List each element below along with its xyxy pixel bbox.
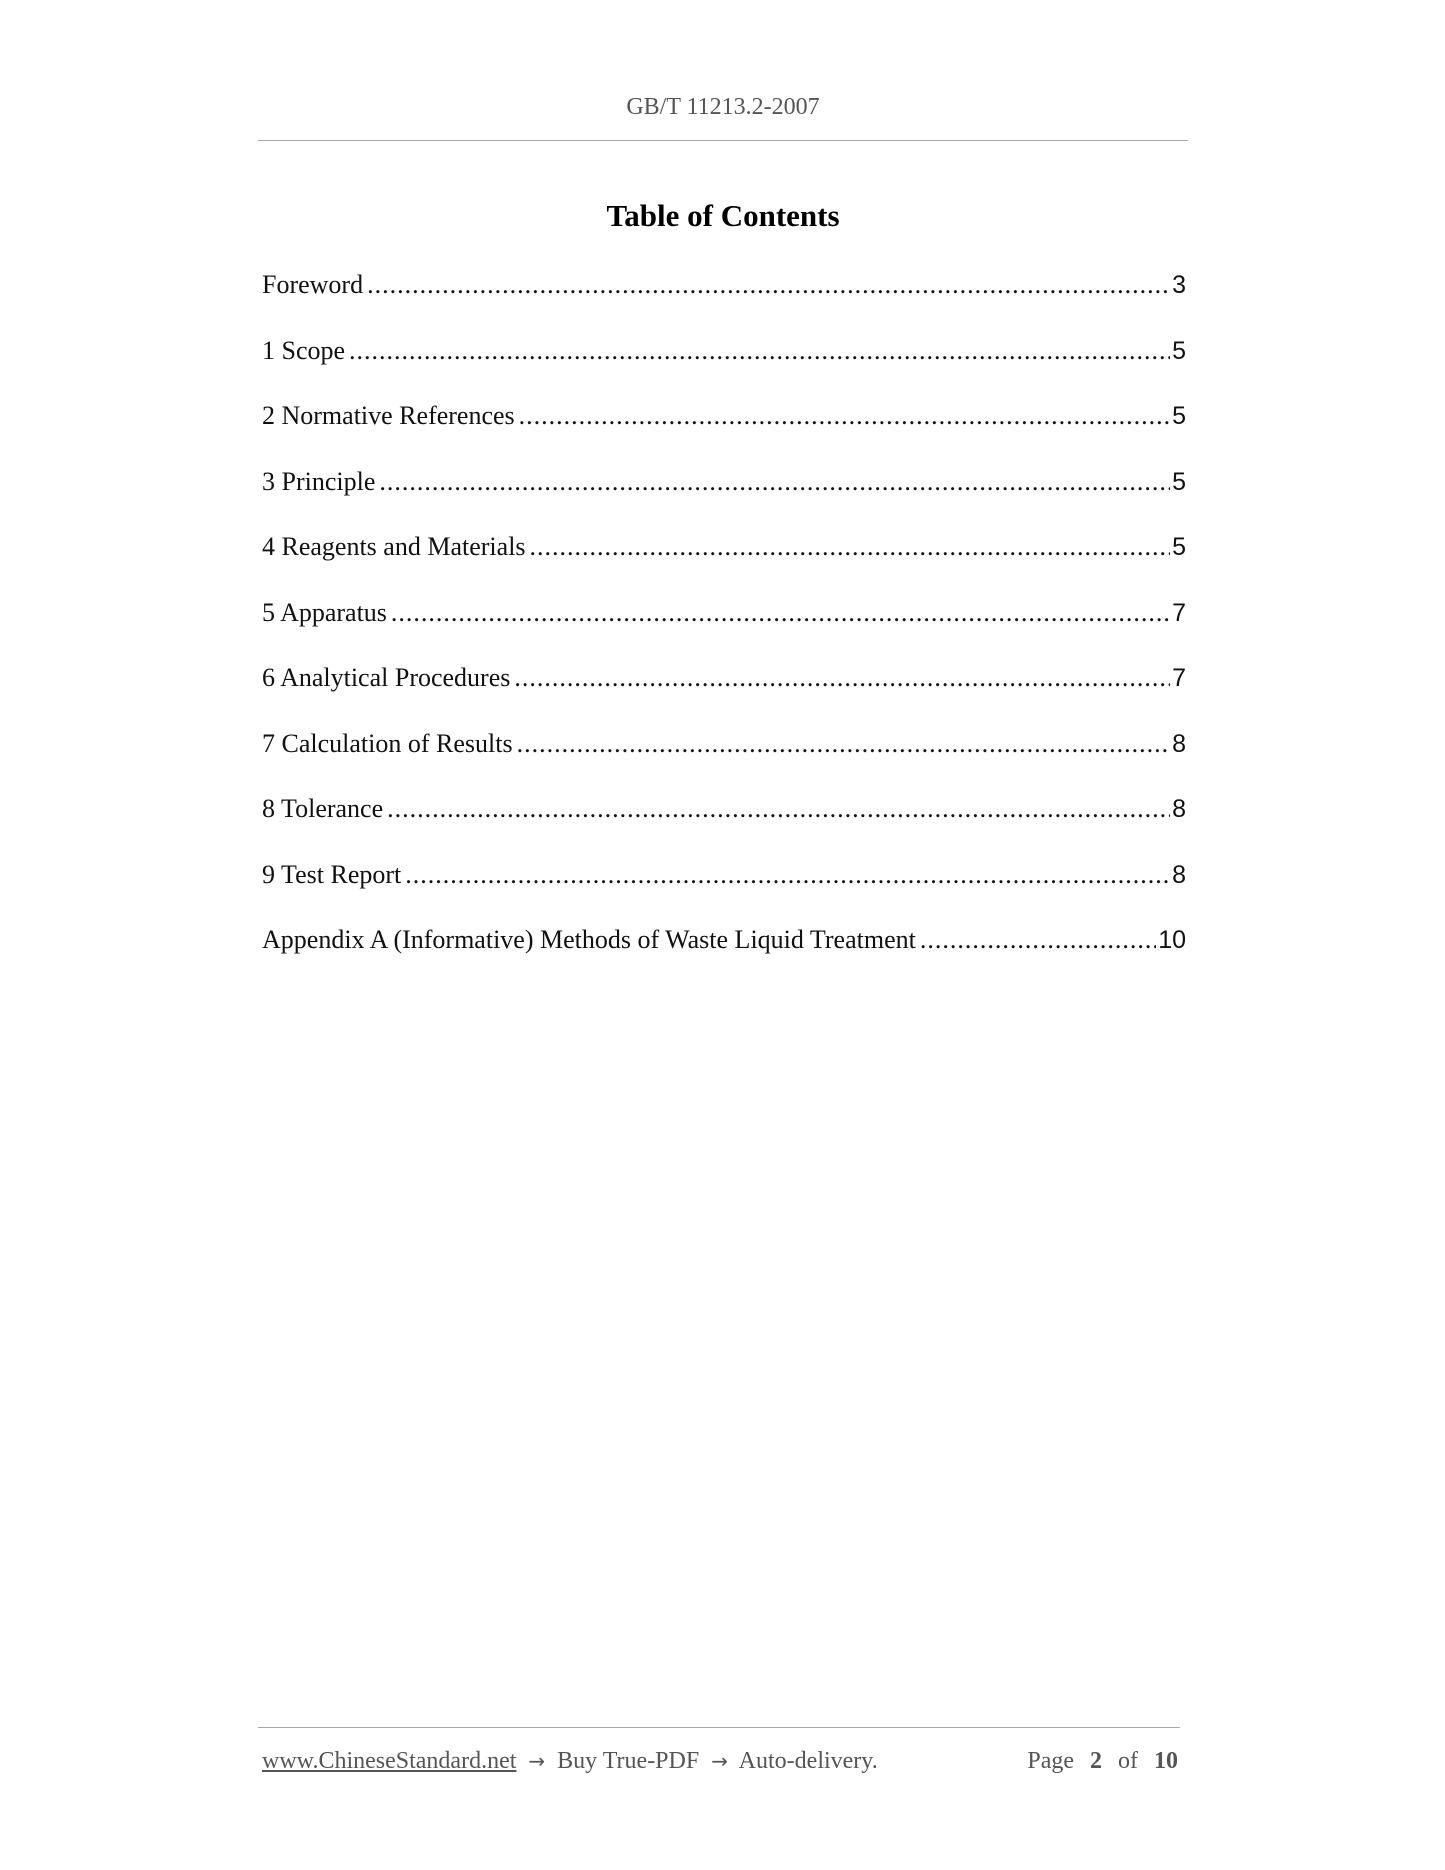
page-of-label: of bbox=[1118, 1748, 1138, 1774]
toc-entry-label: 3 Principle bbox=[262, 466, 376, 496]
toc-title: Table of Contents bbox=[606, 198, 840, 233]
table-of-contents bbox=[262, 270, 1186, 991]
toc-entry-page: 5 bbox=[1172, 336, 1186, 365]
dot-leader bbox=[367, 270, 1170, 300]
toc-entry-page: 8 bbox=[1172, 729, 1186, 758]
dot-leader bbox=[519, 401, 1170, 431]
page-label: Page bbox=[1027, 1748, 1074, 1774]
dot-leader bbox=[387, 794, 1170, 824]
document-footer bbox=[262, 1748, 1178, 1775]
toc-entry-page: 5 bbox=[1172, 533, 1186, 561]
toc-entry-tolerance[interactable] bbox=[262, 794, 1186, 860]
toc-entry-label: Foreword bbox=[262, 270, 364, 299]
toc-entry-label: 8 Tolerance bbox=[262, 794, 384, 823]
total-pages-number: 10 bbox=[1154, 1748, 1178, 1774]
toc-entry-test-report[interactable] bbox=[262, 860, 1186, 926]
toc-entry-page: 8 bbox=[1172, 795, 1186, 823]
toc-entry-label: 9 Test Report bbox=[262, 859, 402, 889]
toc-entry-label: 4 Reagents and Materials bbox=[262, 532, 526, 561]
toc-entry-scope[interactable] bbox=[262, 336, 1186, 402]
toc-entry-label: 6 Analytical Procedures bbox=[262, 663, 511, 692]
website-link[interactable]: www.ChineseStandard.net bbox=[262, 1748, 517, 1774]
toc-entry-appendix-a[interactable] bbox=[262, 925, 1186, 991]
toc-entry-calculation-of-results[interactable] bbox=[262, 729, 1186, 795]
toc-entry-label: 1 Scope bbox=[262, 335, 346, 365]
dot-leader bbox=[405, 860, 1170, 890]
toc-entry-foreword[interactable] bbox=[262, 270, 1186, 336]
toc-entry-apparatus[interactable] bbox=[262, 598, 1186, 664]
toc-entry-page: 3 bbox=[1172, 271, 1186, 299]
toc-entry-page: 8 bbox=[1172, 860, 1186, 889]
toc-entry-analytical-procedures[interactable] bbox=[262, 663, 1186, 729]
footer-step-delivery: Auto-delivery. bbox=[738, 1748, 878, 1774]
toc-entry-label: 7 Calculation of Results bbox=[262, 728, 513, 758]
toc-entry-label: Appendix A (Informative) Methods of Waste Liquid Treatment bbox=[262, 925, 916, 954]
dot-leader bbox=[530, 532, 1171, 562]
right-arrow-icon: → bbox=[711, 1749, 728, 1773]
dot-leader bbox=[920, 925, 1156, 955]
toc-entry-page: 7 bbox=[1172, 598, 1186, 627]
footer-divider bbox=[258, 1727, 1180, 1728]
header-divider bbox=[258, 140, 1188, 141]
toc-entry-label: 5 Apparatus bbox=[262, 597, 387, 627]
right-arrow-icon: → bbox=[528, 1749, 546, 1773]
toc-entry-page: 5 bbox=[1172, 467, 1186, 496]
toc-entry-principle[interactable] bbox=[262, 467, 1186, 533]
dot-leader bbox=[514, 663, 1170, 693]
footer-step-buy: Buy True-PDF bbox=[557, 1748, 700, 1774]
footer-promo bbox=[262, 1748, 878, 1775]
toc-entry-page: 5 bbox=[1172, 402, 1186, 430]
dot-leader bbox=[391, 598, 1170, 628]
document-header: GB/T 11213.2-2007 bbox=[626, 94, 820, 120]
toc-entry-page: 7 bbox=[1172, 664, 1186, 692]
toc-entry-normative-references[interactable] bbox=[262, 401, 1186, 467]
toc-entry-page: 10 bbox=[1158, 926, 1186, 954]
dot-leader bbox=[517, 729, 1171, 759]
page-indicator bbox=[1027, 1748, 1178, 1775]
toc-entry-reagents-and-materials[interactable] bbox=[262, 532, 1186, 598]
dot-leader bbox=[379, 467, 1170, 497]
dot-leader bbox=[349, 336, 1170, 366]
toc-entry-label: 2 Normative References bbox=[262, 401, 515, 430]
current-page-number: 2 bbox=[1090, 1748, 1102, 1774]
